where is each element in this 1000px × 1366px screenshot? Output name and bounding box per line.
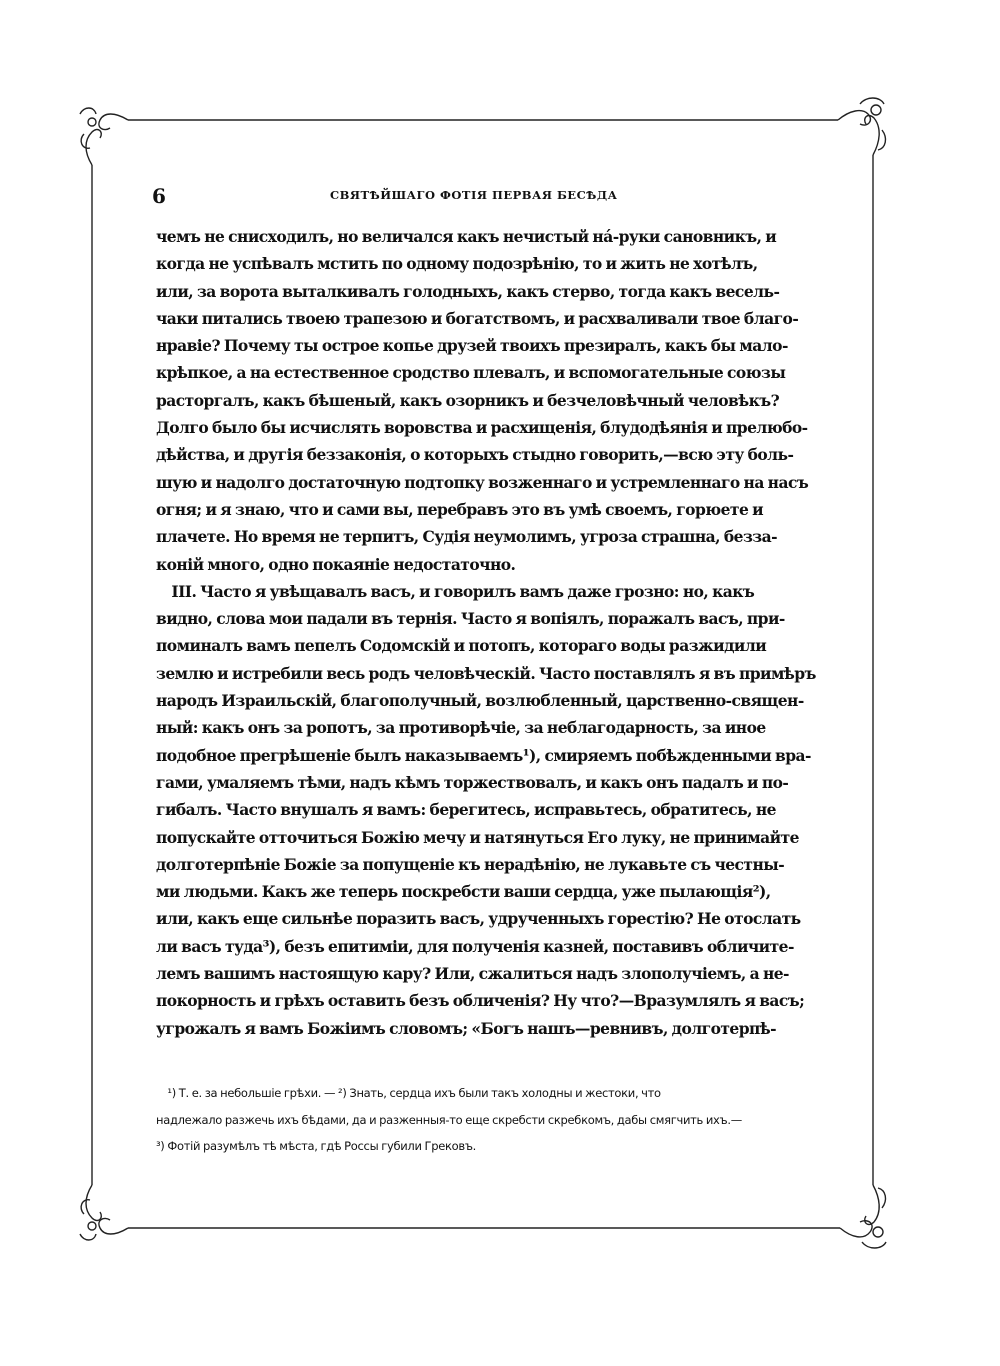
text-line: или, за ворота выталкивалъ голодныхъ, какъ стерво, тогда какъ весель- bbox=[156, 281, 780, 301]
footnote-line: надлежало разжечь ихъ бѣдами, да и разженныя-то еще скребсти скребкомъ, дабы смягчить ихъ.— bbox=[156, 1112, 742, 1127]
text-line: угрожалъ я вамъ Божіимъ словомъ; «Богъ нашъ—ревнивъ, долготерпѣ- bbox=[156, 1018, 777, 1038]
text-line: гибалъ. Часто внушалъ я вамъ: берегитесь, исправьтесь, обратитесь, не bbox=[156, 800, 776, 820]
text-line: шую и надолго достаточную подтопку возженнаго и устремленнаго на насъ bbox=[156, 472, 809, 492]
text-line: поминалъ вамъ пепелъ Содомскій и потопъ, котораго воды разжидили bbox=[156, 636, 767, 656]
text-line: крѣпкое, а на естественное сродство плевалъ, и вспомогательные союзы bbox=[156, 363, 786, 383]
page-number: 6 bbox=[152, 184, 166, 208]
text-line: чаки питались твоею трапезою и богатствомъ, и расхваливали твое благо- bbox=[156, 308, 799, 328]
corner-ornament-top-left bbox=[80, 108, 128, 165]
text-line: землю и истребили весь родъ человѣческій. Часто поставлялъ я въ примѣръ bbox=[156, 663, 816, 683]
text-line: расторгалъ, какъ бѣшеный, какъ озорникъ и безчеловѣчный человѣкъ? bbox=[156, 390, 780, 410]
text-line: коній много, одно покаяніе недостаточно. bbox=[156, 554, 516, 574]
corner-ornament-bottom-right bbox=[840, 1185, 886, 1248]
text-line: лемъ вашимъ настоящую кару? Или, сжалиться надъ злополучіемъ, а не- bbox=[156, 964, 789, 984]
text-line: плачете. Но время не терпитъ, Судія неумолимъ, угроза страшна, безза- bbox=[156, 527, 778, 547]
corner-ornament-top-right bbox=[838, 98, 885, 155]
main-text-block bbox=[156, 223, 816, 1042]
text-line: народъ Израильскій, благополучный, возлюбленный, царственно-священ- bbox=[156, 691, 804, 711]
footnote-line: ³) Фотій разумѣлъ тѣ мѣста, гдѣ Россы губили Грековъ. bbox=[156, 1139, 477, 1153]
footnote-line: ¹) Т. е. за небольшіе грѣхи. — ²) Знать, сердца ихъ были такъ холодны и жестоки, что bbox=[156, 1086, 661, 1100]
text-line: ный: какъ онъ за ропотъ, за противорѣчіе, за неблагодарность, за иное bbox=[156, 718, 766, 738]
text-line: Долго было бы исчислять воровства и расхищенія, блудодѣянія и прелюбо- bbox=[156, 418, 808, 438]
text-line: чемъ не снисходилъ, но величался какъ нечистый нá-руки сановникъ, и bbox=[156, 227, 777, 246]
corner-ornament-bottom-left bbox=[80, 1185, 128, 1240]
text-line: долготерпѣніе Божіе за попущеніе къ нерадѣнію, не лукавьте съ честны- bbox=[156, 854, 785, 874]
text-line: покорность и грѣхъ оставить безъ обличенія? Ну что?—Вразумлялъ я васъ; bbox=[156, 991, 805, 1011]
text-line: III. Часто я увѣщавалъ васъ, и говорилъ вамъ даже грозно: но, какъ bbox=[156, 581, 755, 601]
text-line: ли васъ туда³), безъ епитиміи, для полученія казней, поставивъ обличите- bbox=[156, 936, 794, 956]
text-line: попускайте отточиться Божію мечу и натянуться Его луку, не принимайте bbox=[156, 827, 799, 847]
text-line: нравіе? Почему ты острое копье друзей твоихъ презиралъ, какъ бы мало- bbox=[156, 336, 788, 356]
text-line: подобное прегрѣшеніе былъ наказываемъ¹), смиряемъ побѣжденными вра- bbox=[156, 745, 811, 765]
text-line: огня; и я знаю, что и сами вы, перебравъ это въ умѣ своемъ, горюете и bbox=[156, 499, 764, 519]
text-line: гами, умаляемъ тѣми, надъ кѣмъ торжествовалъ, и какъ онъ падалъ и по- bbox=[156, 772, 789, 792]
text-line: когда не успѣвалъ мстить по одному подозрѣнію, то и жить не хотѣлъ, bbox=[156, 254, 758, 274]
footnotes bbox=[156, 1080, 816, 1160]
text-line: дѣйства, и другія беззаконія, о которыхъ стыдно говорить,—всю эту боль- bbox=[156, 445, 794, 465]
text-line: ми людьми. Какъ же теперь поскребсти ваши сердца, уже пылающія²), bbox=[156, 882, 771, 902]
text-line: видно, слова мои падали въ тернія. Часто я вопіялъ, поражалъ васъ, при- bbox=[156, 609, 785, 629]
text-line: или, какъ еще сильнѣе поразить васъ, удрученныхъ горестію? Не отослать bbox=[156, 909, 801, 929]
running-head: СВЯТѢЙШАГО ФОТІЯ ПЕРВАЯ БЕСѢДА bbox=[330, 188, 618, 202]
